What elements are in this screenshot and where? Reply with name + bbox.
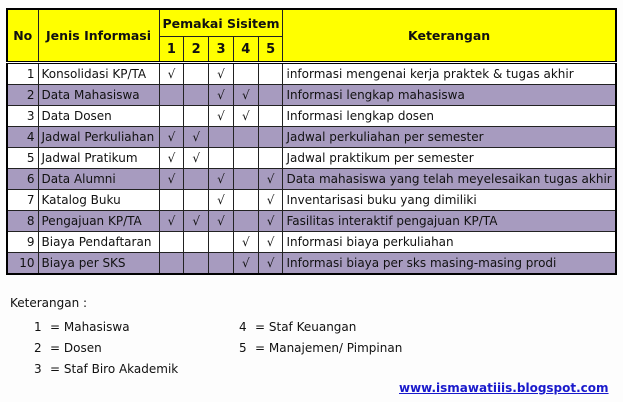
- user-4-check-cell: [233, 190, 258, 211]
- user-4-check-cell: √: [233, 85, 258, 106]
- row-number: 9: [7, 232, 38, 253]
- user-5-check-cell: [258, 148, 283, 169]
- user-1-check-cell: √: [159, 127, 184, 148]
- user-4-check-cell: [233, 211, 258, 232]
- table-row: [7, 63, 616, 85]
- user-3-check-cell: [209, 148, 234, 169]
- jenis-informasi-cell: Biaya Pendaftaran: [38, 232, 159, 253]
- table-row: [7, 106, 616, 127]
- user-2-check-cell: [184, 169, 209, 190]
- legend-item: 4 = Staf Keuangan: [239, 320, 357, 334]
- jenis-informasi-cell: Konsolidasi KP/TA: [38, 63, 159, 85]
- keterangan-cell: Jadwal praktikum per semester: [283, 148, 616, 169]
- user-2-check-cell: [184, 232, 209, 253]
- legend-item: 1 = Mahasiswa: [34, 320, 130, 334]
- row-number: 8: [7, 211, 38, 232]
- user-3-check-cell: √: [209, 211, 234, 232]
- row-number: 2: [7, 85, 38, 106]
- keterangan-cell: Data mahasiswa yang telah meyelesaikan tugas akhir: [283, 169, 616, 190]
- row-number: 6: [7, 169, 38, 190]
- user-3-check-cell: [209, 127, 234, 148]
- header-user-4: 4: [233, 37, 258, 63]
- user-2-check-cell: [184, 106, 209, 127]
- user-2-check-cell: √: [184, 211, 209, 232]
- keterangan-cell: Fasilitas interaktif pengajuan KP/TA: [283, 211, 616, 232]
- user-5-check-cell: [258, 106, 283, 127]
- header-user-5: 5: [258, 37, 283, 63]
- user-5-check-cell: √: [258, 211, 283, 232]
- user-4-check-cell: [233, 63, 258, 85]
- jenis-informasi-cell: Pengajuan KP/TA: [38, 211, 159, 232]
- header-user-2: 2: [184, 37, 209, 63]
- user-3-check-cell: √: [209, 169, 234, 190]
- row-number: 10: [7, 253, 38, 275]
- row-number: 7: [7, 190, 38, 211]
- user-2-check-cell: [184, 190, 209, 211]
- user-1-check-cell: √: [159, 211, 184, 232]
- user-3-check-cell: √: [209, 63, 234, 85]
- user-5-check-cell: [258, 63, 283, 85]
- user-1-check-cell: [159, 190, 184, 211]
- user-2-check-cell: √: [184, 127, 209, 148]
- user-3-check-cell: [209, 253, 234, 275]
- user-3-check-cell: √: [209, 106, 234, 127]
- row-number: 5: [7, 148, 38, 169]
- blog-credit-link[interactable]: www.ismawatiiis.blogspot.com: [399, 381, 609, 395]
- information-table: [6, 8, 617, 275]
- user-1-check-cell: [159, 85, 184, 106]
- user-1-check-cell: √: [159, 63, 184, 85]
- table-row: [7, 211, 616, 232]
- keterangan-cell: Informasi lengkap mahasiswa: [283, 85, 616, 106]
- user-1-check-cell: [159, 232, 184, 253]
- keterangan-cell: Informasi biaya perkuliahan: [283, 232, 616, 253]
- keterangan-cell: Inventarisasi buku yang dimiliki: [283, 190, 616, 211]
- user-5-check-cell: √: [258, 190, 283, 211]
- header-user-3: 3: [209, 37, 234, 63]
- keterangan-cell: Informasi biaya per sks masing-masing prodi: [283, 253, 616, 275]
- jenis-informasi-cell: Data Dosen: [38, 106, 159, 127]
- table-row: [7, 253, 616, 275]
- user-4-check-cell: √: [233, 106, 258, 127]
- header-keterangan: Keterangan: [283, 9, 616, 63]
- legend-item: 5 = Manajemen/ Pimpinan: [239, 341, 403, 355]
- user-1-check-cell: [159, 253, 184, 275]
- table-row: [7, 232, 616, 253]
- keterangan-cell: Informasi lengkap dosen: [283, 106, 616, 127]
- user-4-check-cell: √: [233, 253, 258, 275]
- user-5-check-cell: √: [258, 232, 283, 253]
- keterangan-cell: Jadwal perkuliahan per semester: [283, 127, 616, 148]
- user-4-check-cell: √: [233, 232, 258, 253]
- user-5-check-cell: [258, 85, 283, 106]
- jenis-informasi-cell: Biaya per SKS: [38, 253, 159, 275]
- table-row: [7, 148, 616, 169]
- user-3-check-cell: √: [209, 85, 234, 106]
- row-number: 1: [7, 63, 38, 85]
- jenis-informasi-cell: Jadwal Perkuliahan: [38, 127, 159, 148]
- user-1-check-cell: √: [159, 169, 184, 190]
- user-2-check-cell: [184, 85, 209, 106]
- user-2-check-cell: [184, 253, 209, 275]
- user-4-check-cell: [233, 127, 258, 148]
- jenis-informasi-cell: Data Alumni: [38, 169, 159, 190]
- user-5-check-cell: √: [258, 253, 283, 275]
- legend-title: Keterangan :: [10, 296, 88, 310]
- table-row: [7, 190, 616, 211]
- user-5-check-cell: √: [258, 169, 283, 190]
- header-pemakai-sistem: Pemakai Sisitem: [159, 9, 283, 37]
- header-jenis-informasi: Jenis Informasi: [38, 9, 159, 63]
- header-no: No: [7, 9, 38, 63]
- user-2-check-cell: [184, 63, 209, 85]
- header-user-1: 1: [159, 37, 184, 63]
- user-1-check-cell: √: [159, 148, 184, 169]
- user-3-check-cell: [209, 232, 234, 253]
- table-row: [7, 169, 616, 190]
- jenis-informasi-cell: Data Mahasiswa: [38, 85, 159, 106]
- user-5-check-cell: [258, 127, 283, 148]
- row-number: 4: [7, 127, 38, 148]
- jenis-informasi-cell: Jadwal Pratikum: [38, 148, 159, 169]
- row-number: 3: [7, 106, 38, 127]
- user-4-check-cell: [233, 148, 258, 169]
- table-row: [7, 127, 616, 148]
- user-2-check-cell: √: [184, 148, 209, 169]
- user-3-check-cell: √: [209, 190, 234, 211]
- legend-item: 2 = Dosen: [34, 341, 102, 355]
- user-1-check-cell: [159, 106, 184, 127]
- table-row: [7, 85, 616, 106]
- legend-item: 3 = Staf Biro Akademik: [34, 362, 179, 376]
- keterangan-cell: informasi mengenai kerja praktek & tugas akhir: [283, 63, 616, 85]
- jenis-informasi-cell: Katalog Buku: [38, 190, 159, 211]
- user-4-check-cell: [233, 169, 258, 190]
